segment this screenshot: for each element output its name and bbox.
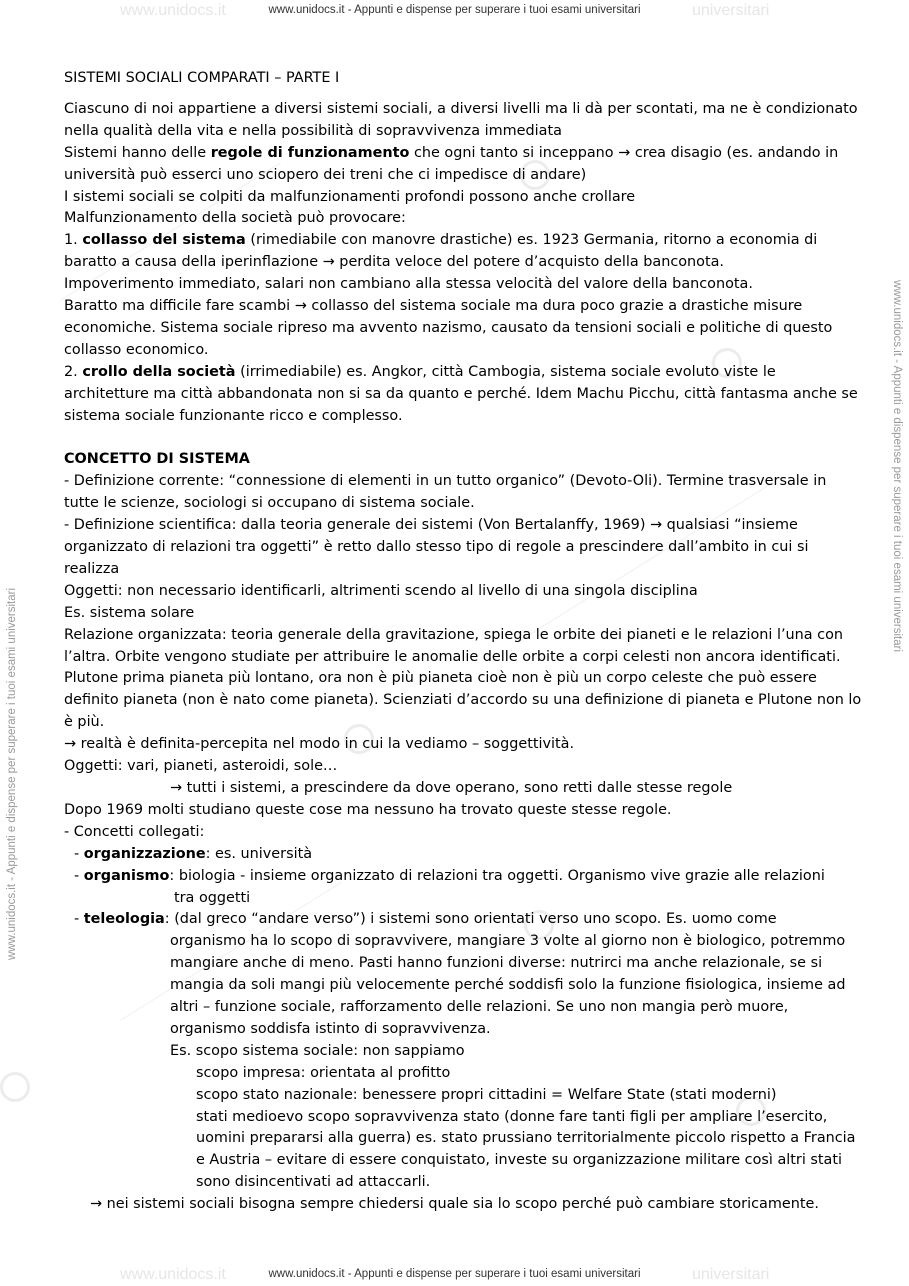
paragraph: → nei sistemi sociali bisogna sempre chiedersi quale sia lo scopo perché può cambiare storicamente. <box>90 1196 819 1213</box>
paragraph: - Definizione scientifica: dalla teoria generale dei sistemi (Von Bertalanffy, 1969) → qualsiasi “insieme organizzato di relazioni tra oggetti” è retto dallo stesso tipo di regole a prescindere dall’ambito in cui si realizza <box>64 517 809 577</box>
faint-watermark-left: www.unidocs.it <box>120 2 226 19</box>
paragraph: Oggetti: non necessario identificarli, altrimenti scendo al livello di una singola disciplina <box>64 582 698 599</box>
paragraph: scopo stato nazionale: benessere propri cittadini = Welfare State (stati moderni) <box>196 1086 777 1103</box>
document-title: SISTEMI SOCIALI COMPARATI – PARTE I <box>64 70 340 86</box>
paragraph: Ciascuno di noi appartiene a diversi sistemi sociali, a diversi livelli ma li dà per scontati, ma ne è condizionato nella qualità della vita e nella possibilità di sopravvivenza immediata <box>64 100 858 139</box>
list-item-continuation: organismo ha lo scopo di sopravvivere, mangiare 3 volte al giorno non è biologico, potremmo mangiare anche di meno. Pasti hanno funzioni diverse: nutrirci ma anche relazionale, se si mangia da soli mangi più velocemente perché soddisfi solo la funzione fisiologica, insieme ad altri – funzione sociale, rafforzamento delle relazioni. Se uno non mangia però muore, organismo soddisfa istinto di sopravvivenza. <box>170 933 846 1037</box>
unidocs-logo-icon <box>0 1072 30 1102</box>
paragraph: Malfunzionamento della società può provocare: <box>64 210 406 227</box>
document-body <box>64 68 864 1216</box>
paragraph: I sistemi sociali se colpiti da malfunzionamenti profondi possono anche crollare <box>64 188 636 205</box>
paragraph: → realtà è definita-percepita nel modo in cui la vediamo – soggettività. <box>64 736 575 753</box>
watermark-side-right: www.unidocs.it - Appunti e dispense per superare i tuoi esami universitari <box>891 280 903 653</box>
paragraph: Oggetti: vari, pianeti, asteroidi, sole… <box>64 758 338 775</box>
paragraph: - Definizione corrente: “connessione di elementi in un tutto organico” (Devoto-Oli). Termine trasversale in tutte le scienze, sociologi si occupano di sistema sociale. <box>64 473 827 512</box>
list-item: - organismo: biologia - insieme organizzato di relazioni tra oggetti. Organismo vive grazie alle relazioni <box>74 867 825 884</box>
watermark-side-left: www.unidocs.it - Appunti e dispense per superare i tuoi esami universitari <box>6 587 18 960</box>
list-item-continuation: tra oggetti <box>174 889 251 906</box>
paragraph: scopo impresa: orientata al profitto <box>196 1064 451 1081</box>
section-heading: CONCETTO DI SISTEMA <box>64 451 250 468</box>
paragraph: Sistemi hanno delle regole di funzionamento che ogni tanto si inceppano → crea disagio (es. andando in università può esserci uno sciopero dei treni che ci impedisce di andare) <box>64 144 839 183</box>
faint-watermark-right: universitari <box>692 2 770 19</box>
paragraph: → tutti i sistemi, a prescindere da dove operano, sono retti dalle stesse regole <box>170 779 733 796</box>
paragraph: Baratto ma difficile fare scambi → collasso del sistema sociale ma dura poco grazie a drastiche misure economiche. Sistema sociale ripreso ma avvento nazismo, causato da tensioni sociali e politiche di questo collasso economico. <box>64 298 833 358</box>
watermark-bottom: www.unidocs.it - Appunti e dispense per superare i tuoi esami universitari <box>268 1268 641 1280</box>
paragraph: - Concetti collegati: <box>64 823 205 840</box>
paragraph: Dopo 1969 molti studiano queste cose ma nessuno ha trovato queste stesse regole. <box>64 801 672 818</box>
paragraph: Impoverimento immediato, salari non cambiano alla stessa velocità del valore della banconota. <box>64 276 753 293</box>
faint-watermark-left-bottom: www.unidocs.it <box>120 1266 226 1283</box>
list-item: - teleologia: (dal greco “andare verso”) i sistemi sono orientati verso uno scopo. Es. uomo come <box>74 911 777 928</box>
paragraph: 1. collasso del sistema (rimediabile con manovre drastiche) es. 1923 Germania, ritorno a economia di baratto a causa della iperinflazione → perdita veloce del potere d’acquisto della banconota. <box>64 232 818 271</box>
paragraph: Relazione organizzata: teoria generale della gravitazione, spiega le orbite dei pianeti e le relazioni l’una con l’altra. Orbite vengono studiate per attribuire le anomalie delle orbite a corpi celesti non ancora identificati. Plutone prima pianeta più lontano, ora non è più pianeta cioè non è più un corpo celeste che può essere definito pianeta (non è nato come pianeta). Scienziati d’accordo su una definizione di pianeta e Plutone non lo è più. <box>64 626 862 731</box>
paragraph: 2. crollo della società (irrimediabile) es. Angkor, città Cambogia, sistema sociale evoluto viste le architetture ma città abbandonata non si sa da quanto e perché. Idem Machu Picchu, città fantasma anche se sistema sociale funzionante ricco e complesso. <box>64 363 858 424</box>
watermark-top: www.unidocs.it - Appunti e dispense per superare i tuoi esami universitari <box>268 4 641 16</box>
paragraph: stati medioevo scopo sopravvivenza stato (donne fare tanti figli per ampliare l’esercito, uomini prepararsi alla guerra) es. stato prussiano territorialmente piccolo rispetto a Francia e Austria – evitare di essere conquistato, investe su organizzazione militare così altri stati sono disincentivati ad attaccarli. <box>196 1108 856 1191</box>
paragraph: Es. scopo sistema sociale: non sappiamo <box>170 1042 465 1059</box>
faint-watermark-right-bottom: universitari <box>692 1266 770 1283</box>
list-item: - organizzazione: es. università <box>74 845 313 862</box>
paragraph: Es. sistema solare <box>64 604 195 621</box>
